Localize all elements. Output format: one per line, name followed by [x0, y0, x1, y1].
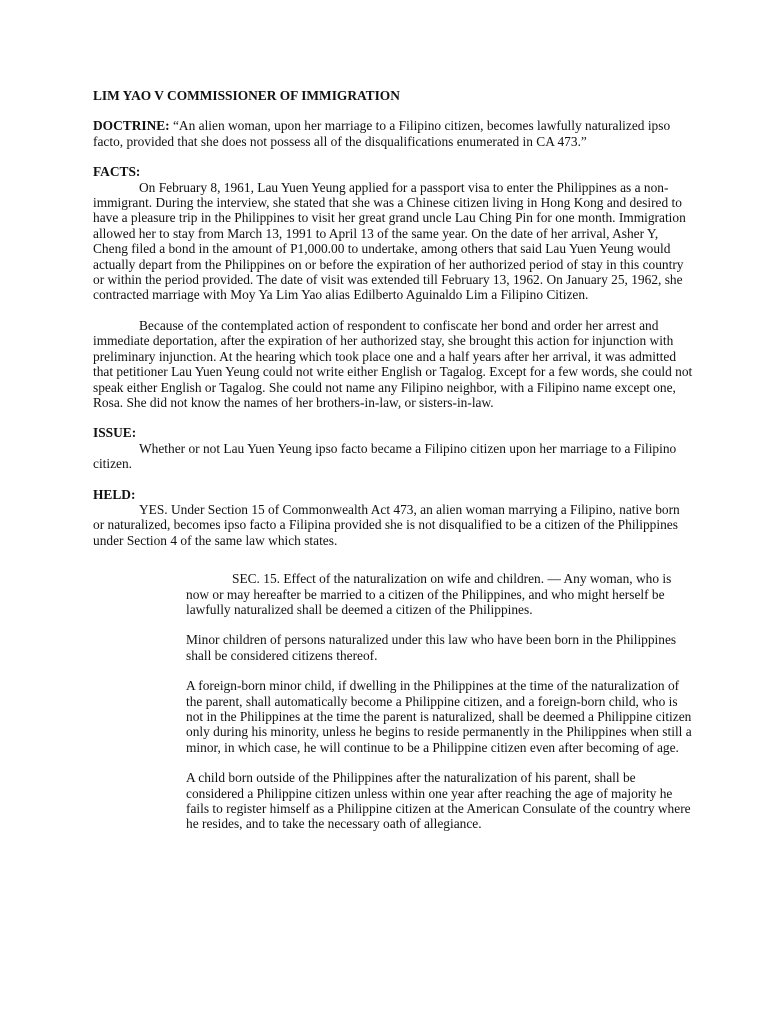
facts-label: FACTS: [93, 164, 141, 180]
quote-paragraph: Minor children of persons naturalized under this law who have been born in the Philippines shall be considered citizens thereof. [186, 632, 677, 663]
doctrine-text: “An alien woman, upon her marriage to a Filipino citizen, becomes lawfully naturalized ipso facto, provided that she does not possess all of the disqualifications enumerated in CA 473.” [93, 118, 671, 149]
statute-quote [186, 571, 692, 832]
quote-paragraph: A foreign-born minor child, if dwelling in the Philippines at the time of the naturalization of the parent, shall automatically become a Philippine citizen, and a foreign-born child, who is not in the Philippines at the time the parent is naturalized, shall be deemed a Philippine citizen only during his minority, unless he begins to reside permanently in the Philippines when still a minor, in which case, he will continue to be a Philippine citizen even after becoming of age. [186, 678, 692, 755]
held-text: YES. Under Section 15 of Commonwealth Act 473, an alien woman marrying a Filipino, native born or naturalized, becomes ipso facto a Filipina provided she is not disqualified to be a citizen of the Philippines under Section 4 of the same law which states. [93, 501, 680, 548]
facts-paragraph: Because of the contemplated action of respondent to confiscate her bond and order her arrest and immediate deportation, after the expiration of her authorized stay, she brought this action for injunction with preliminary injunction. At the hearing which took place one and a half years after her arrival, it was admitted that petitioner Lau Yuen Yeung could not write either English or Tagalog. Except for a few words, she could not speak either English or Tagalog. She could not name any Filipino neighbor, with a Filipino name except one, Rosa. She did not know the names of her brothers-in-law, or sisters-in-law. [93, 317, 693, 410]
doctrine-section [93, 118, 693, 149]
document-title: LIM YAO V COMMISSIONER OF IMMIGRATION [93, 88, 400, 103]
held-label: HELD: [93, 486, 136, 502]
doctrine-label: DOCTRINE: [93, 118, 170, 134]
facts-paragraph: On February 8, 1961, Lau Yuen Yeung applied for a passport visa to enter the Philippines as a non-immigrant. During the interview, she stated that she was a Chinese citizen living in Hong Kong and desired to have a pleasure trip in the Philippines to visit her great grand uncle Lau Ching Pin for one month. Immigration allowed her to stay from March 13, 1991 to April 13 of the same year. On the date of her arrival, Asher Y, Cheng filed a bond in the amount of P1,000.00 to undertake, among others that said Lau Yuen Yeung would actually depart from the Philippines on or before the expiration of her authorized period of stay in this country or within the period provided. The date of visit was extended till February 13, 1962. On January 25, 1962, she contracted marriage with Moy Ya Lim Yao alias Edilberto Aguinaldo Lim a Filipino Citizen. [93, 179, 686, 303]
quote-paragraph: SEC. 15. Effect of the naturalization on wife and children. — Any woman, who is now or may hereafter be married to a citizen of the Philippines, and who might herself be lawfully naturalized shall be deemed a citizen of the Philippines. [186, 571, 672, 617]
document-body [93, 88, 693, 847]
issue-label: ISSUE: [93, 425, 137, 441]
issue-text: Whether or not Lau Yuen Yeung ipso facto became a Filipino citizen upon her marriage to a Filipino citizen. [93, 440, 677, 472]
quote-paragraph: A child born outside of the Philippines after the naturalization of his parent, shall be considered a Philippine citizen unless within one year after reaching the age of majority he fails to register himself as a Philippine citizen at the American Consulate of the country where he resides, and to take the necessary oath of allegiance. [186, 770, 691, 832]
